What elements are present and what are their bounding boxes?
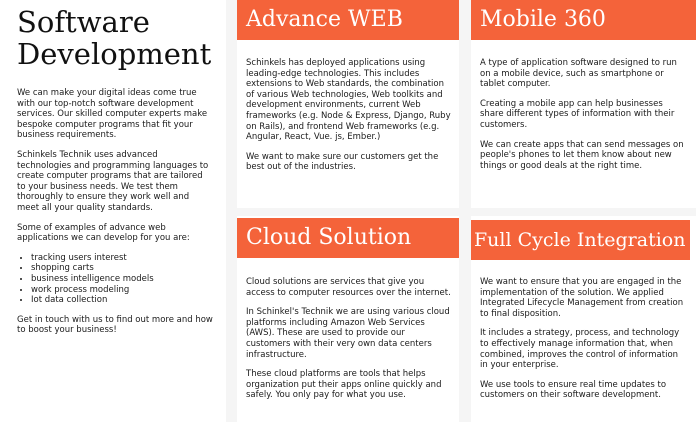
intro-paragraph: We can make your digital ideas come true with our top-notch software development services. Our skilled computer experts make bespoke computer programs that fit your business requirements. — [17, 88, 208, 141]
card-paragraph: We use tools to ensure real time updates to customers on their software development. — [480, 379, 667, 401]
card-paragraph: We want to ensure that you are engaged in the implementation of the solution. We applied Integrated Lifecycle Management from creation to final disposition. — [480, 277, 684, 319]
page-title: Software Development — [17, 5, 212, 71]
list-item: • work process modeling — [31, 285, 213, 296]
card-cloud-solution — [237, 216, 459, 422]
card-paragraph: Creating a mobile app can help businesses share different types of information with their customers. — [480, 98, 675, 130]
card-title: Full Cycle Integration — [471, 220, 690, 260]
intro-paragraph: Some of examples of advance web applications we can develop for you are: — [17, 222, 190, 244]
card-body — [480, 277, 688, 410]
card-body — [246, 277, 451, 410]
card-title: Cloud Solution — [237, 218, 459, 258]
card-mobile-360 — [471, 0, 696, 208]
card-title: Mobile 360 — [471, 0, 696, 40]
card-body — [246, 58, 451, 182]
card-paragraph: We want to make sure our customers get the best out of the industries. — [246, 151, 439, 173]
examples-list — [17, 253, 213, 306]
card-full-cycle-integration — [471, 216, 696, 422]
card-title: Advance WEB — [237, 0, 459, 40]
list-item: • business intelligence models — [31, 274, 213, 285]
card-paragraph: In Schinkel's Technik we are using various cloud platforms including Amazon Web Services (AWS). These are used to provide our customers with their very own data centers infrastructure. — [246, 307, 450, 360]
card-paragraph: A type of application software designed to run on a mobile device, such as smartphone or tablet computer. — [480, 58, 677, 90]
card-paragraph: Cloud solutions are services that give you access to computer resources over the internet. — [246, 277, 451, 298]
card-paragraph: These cloud platforms are tools that helps organization put their apps online quickly and safely. You only pay for what you use. — [246, 369, 442, 401]
card-body — [480, 58, 688, 180]
card-paragraph: We can create apps that can send messages on people's phones to let them know about new things or good deals at the right time. — [480, 139, 684, 171]
card-advance-web — [237, 0, 459, 208]
intro-panel — [0, 0, 226, 422]
list-item: • shopping carts — [31, 263, 213, 274]
list-item: • tracking users interest — [31, 253, 213, 264]
list-item: • Iot data collection — [31, 295, 213, 306]
card-paragraph: It includes a strategy, process, and technology to effectively manage information that, when combined, improves the control of information in your enterprise. — [480, 328, 680, 371]
intro-text — [17, 88, 213, 345]
outro-paragraph: Get in touch with us to find out more and how to boost your business! — [17, 314, 213, 336]
card-paragraph: Schinkels has deployed applications using leading-edge technologies. This includes extensions to Web standards, the combination of various Web technologies, Web toolkits and development environments, current Web frameworks (e.g. Node & Express, Django, Ruby on Rails), and frontend Web frameworks (e.g. Angular, React, Vue. js, Ember.) — [246, 58, 451, 143]
intro-paragraph: Schinkels Technik uses advanced technologies and programming languages to create computer programs that are tailored to your business needs. We test them thoroughly to ensure they work well and meet all your quality standards. — [17, 149, 209, 213]
